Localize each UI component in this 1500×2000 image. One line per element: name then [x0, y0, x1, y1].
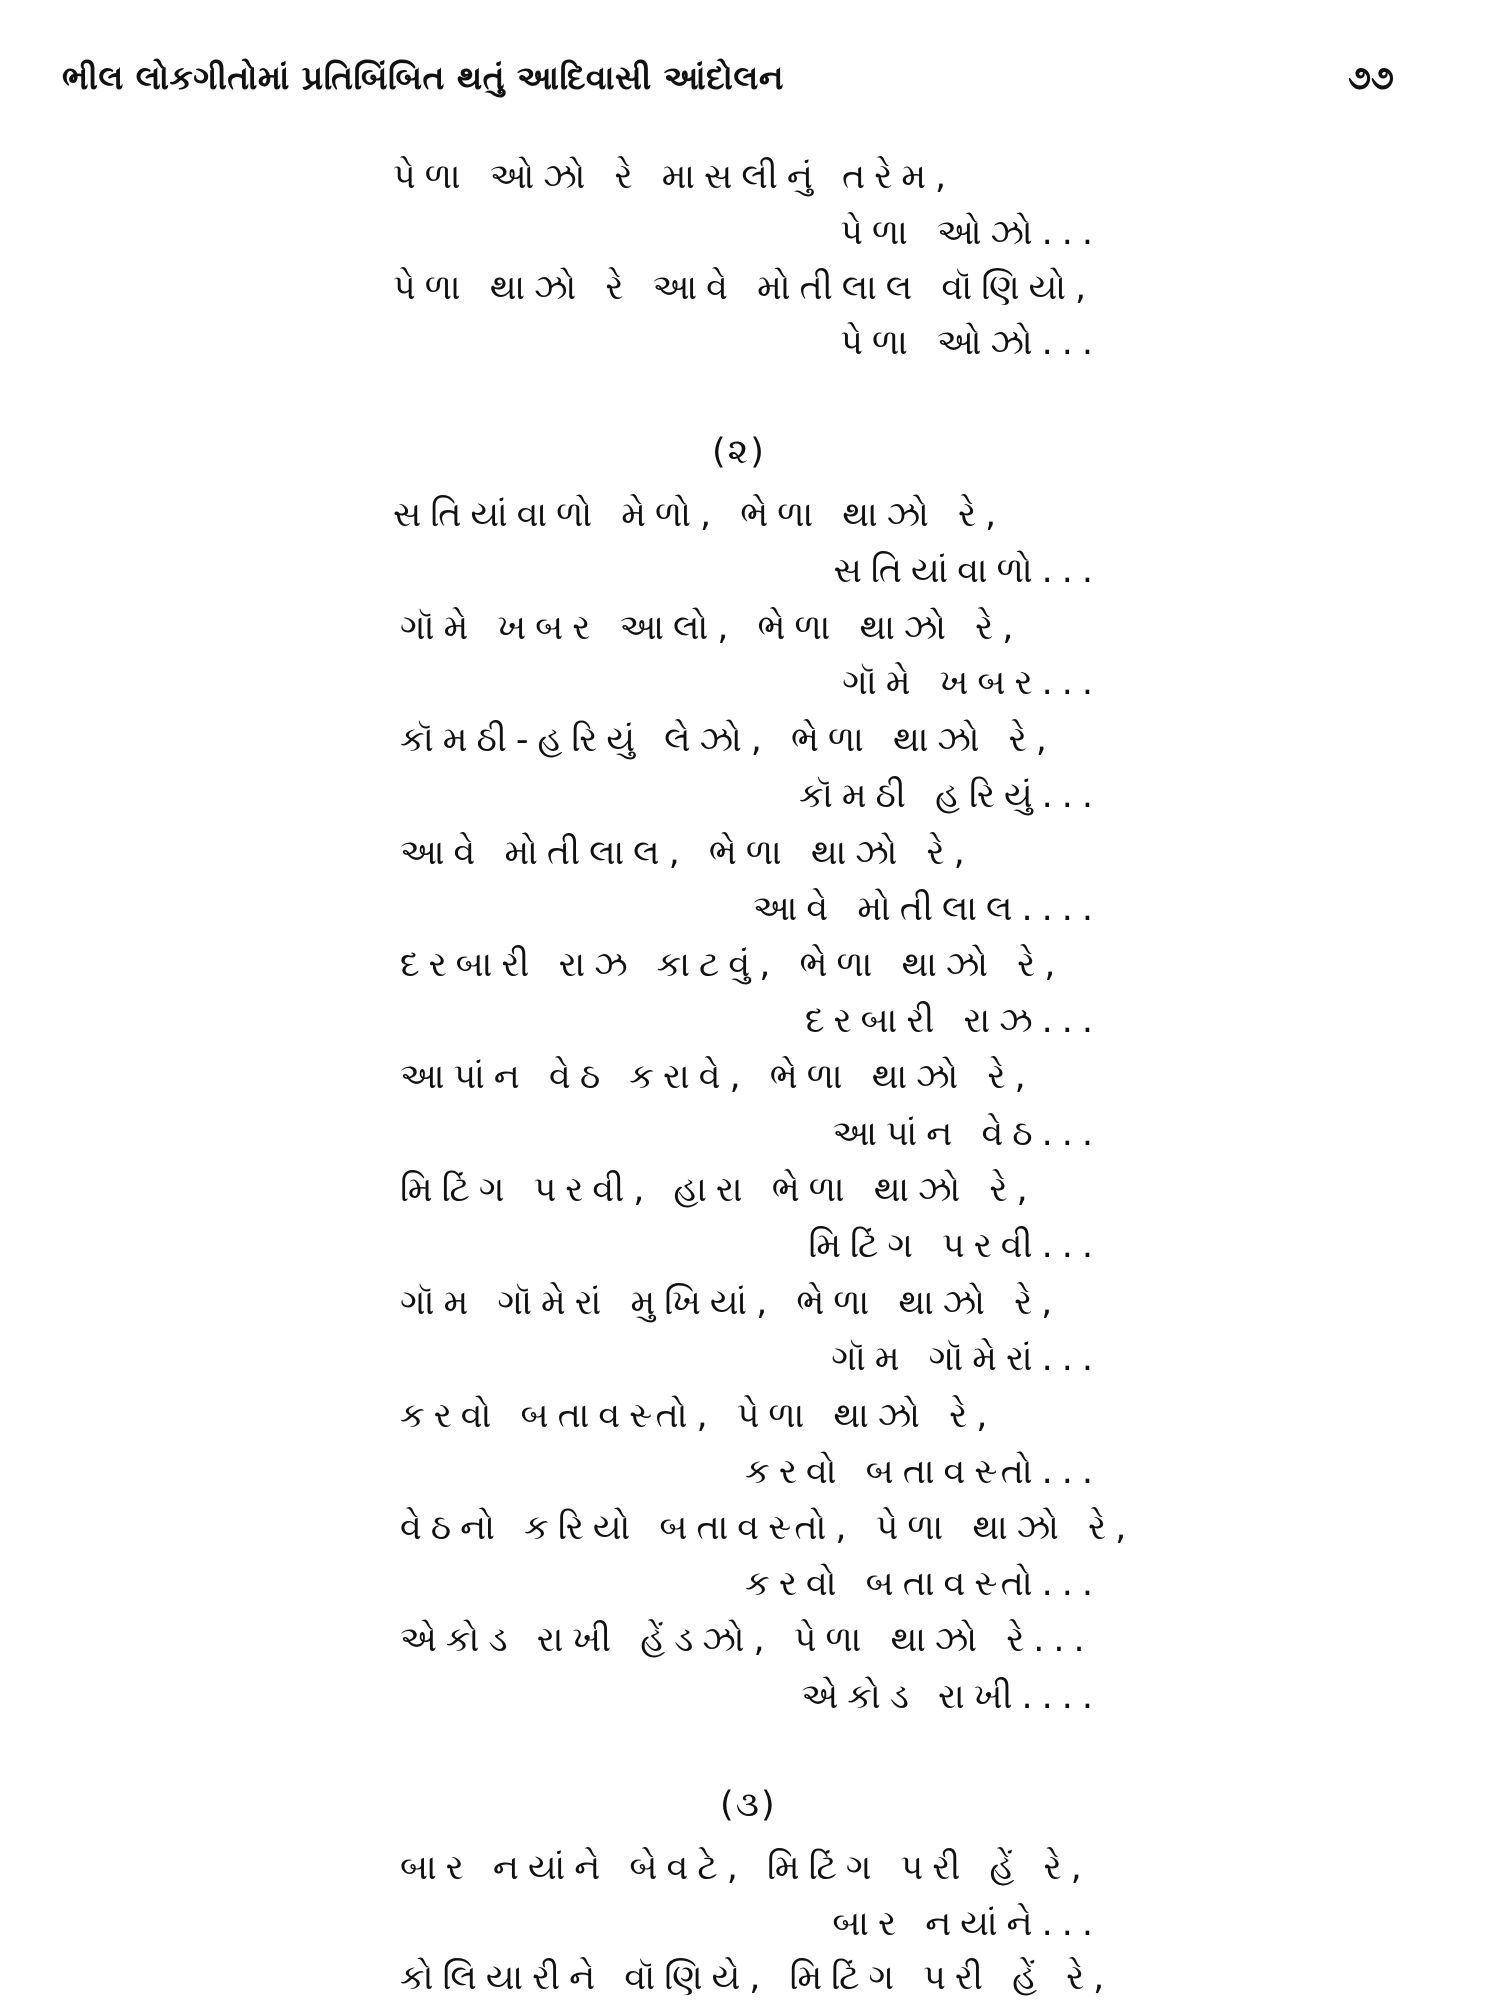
section-number: (૨)	[712, 432, 766, 472]
verse-line: મિટિંગ પરવી, હારા ભેળા થાઝો રે,	[400, 1170, 1037, 1210]
verse-line: સતિયાંવાળો મેળો, ભેળા થાઝો રે,	[393, 495, 1006, 535]
refrain-line: ગૉમે ખબર...	[842, 663, 1102, 703]
refrain-line: પેળા ઓઝો...	[840, 213, 1102, 253]
verse-line: આપાંન વેઠ કરાવે, ભેળા થાઝો રે,	[400, 1057, 1035, 1097]
refrain-line: આપાંન વેઠ...	[832, 1114, 1102, 1154]
verse-line: પેળા ઓઝો રે માસલીનું તરેમ,	[393, 157, 956, 197]
refrain-line: એકોડ રાખી....	[801, 1677, 1102, 1717]
page-number: ૭૭	[1348, 58, 1394, 97]
refrain-line: પેળા ઓઝો...	[840, 323, 1102, 363]
verse-line: દરબારી રાઝ કાટવું, ભેળા થાઝો રે,	[400, 945, 1065, 985]
verse-line: કોલિયારીને વૉણિયે, મિટિંગ પરી હેં રે,	[400, 1958, 1114, 1998]
page-header-title: ભીલ લોકગીતોમાં પ્રતિબિંબિત થતું આદિવાસી આંદોલન	[62, 58, 784, 97]
verse-line: કૉમઠી-હરિયું લેઝો, ભેળા થાઝો રે,	[400, 720, 1056, 760]
refrain-line: કરવો બતાવસ્તો...	[745, 1564, 1102, 1604]
verse-line: કરવો બતાવસ્તો, પેળા થાઝો રે,	[400, 1396, 997, 1436]
verse-line: આવે મોતીલાલ, ભેળા થાઝો રે,	[400, 833, 974, 873]
verse-line: વેઠનો કરિયો બતાવસ્તો, પેળા થાઝો રે,	[400, 1508, 1136, 1548]
refrain-line: દરબારી રાઝ...	[804, 1001, 1102, 1041]
verse-line: એકોડ રાખી હેંડઝો, પેળા થાઝો રે...	[400, 1620, 1094, 1660]
verse-line: બાર નયાંને બેવટે, મિટિંગ પરી હેં રે,	[400, 1848, 1091, 1888]
refrain-line: સતિયાંવાળો...	[833, 551, 1102, 591]
refrain-line: કૉમઠી હરિયું...	[799, 776, 1102, 816]
verse-line: પેળા થાઝો રે આવે મોતીલાલ વૉણિયો,	[393, 268, 1096, 308]
verse-line: ગૉમ ગૉમેરાં મુખિયાં, ભેળા થાઝો રે,	[400, 1283, 1062, 1323]
verse-line: ગૉમે ખબર આલો, ભેળા થાઝો રે,	[400, 608, 1023, 648]
refrain-line: ગૉમ ગૉમેરાં...	[831, 1339, 1102, 1379]
refrain-line: આવે મોતીલાલ....	[752, 889, 1102, 929]
refrain-line: બાર નયાંને...	[832, 1904, 1102, 1944]
refrain-line: કરવો બતાવસ્તો...	[745, 1452, 1102, 1492]
section-number: (૩)	[720, 1785, 777, 1825]
refrain-line: મિટિંગ પરવી...	[808, 1226, 1102, 1266]
